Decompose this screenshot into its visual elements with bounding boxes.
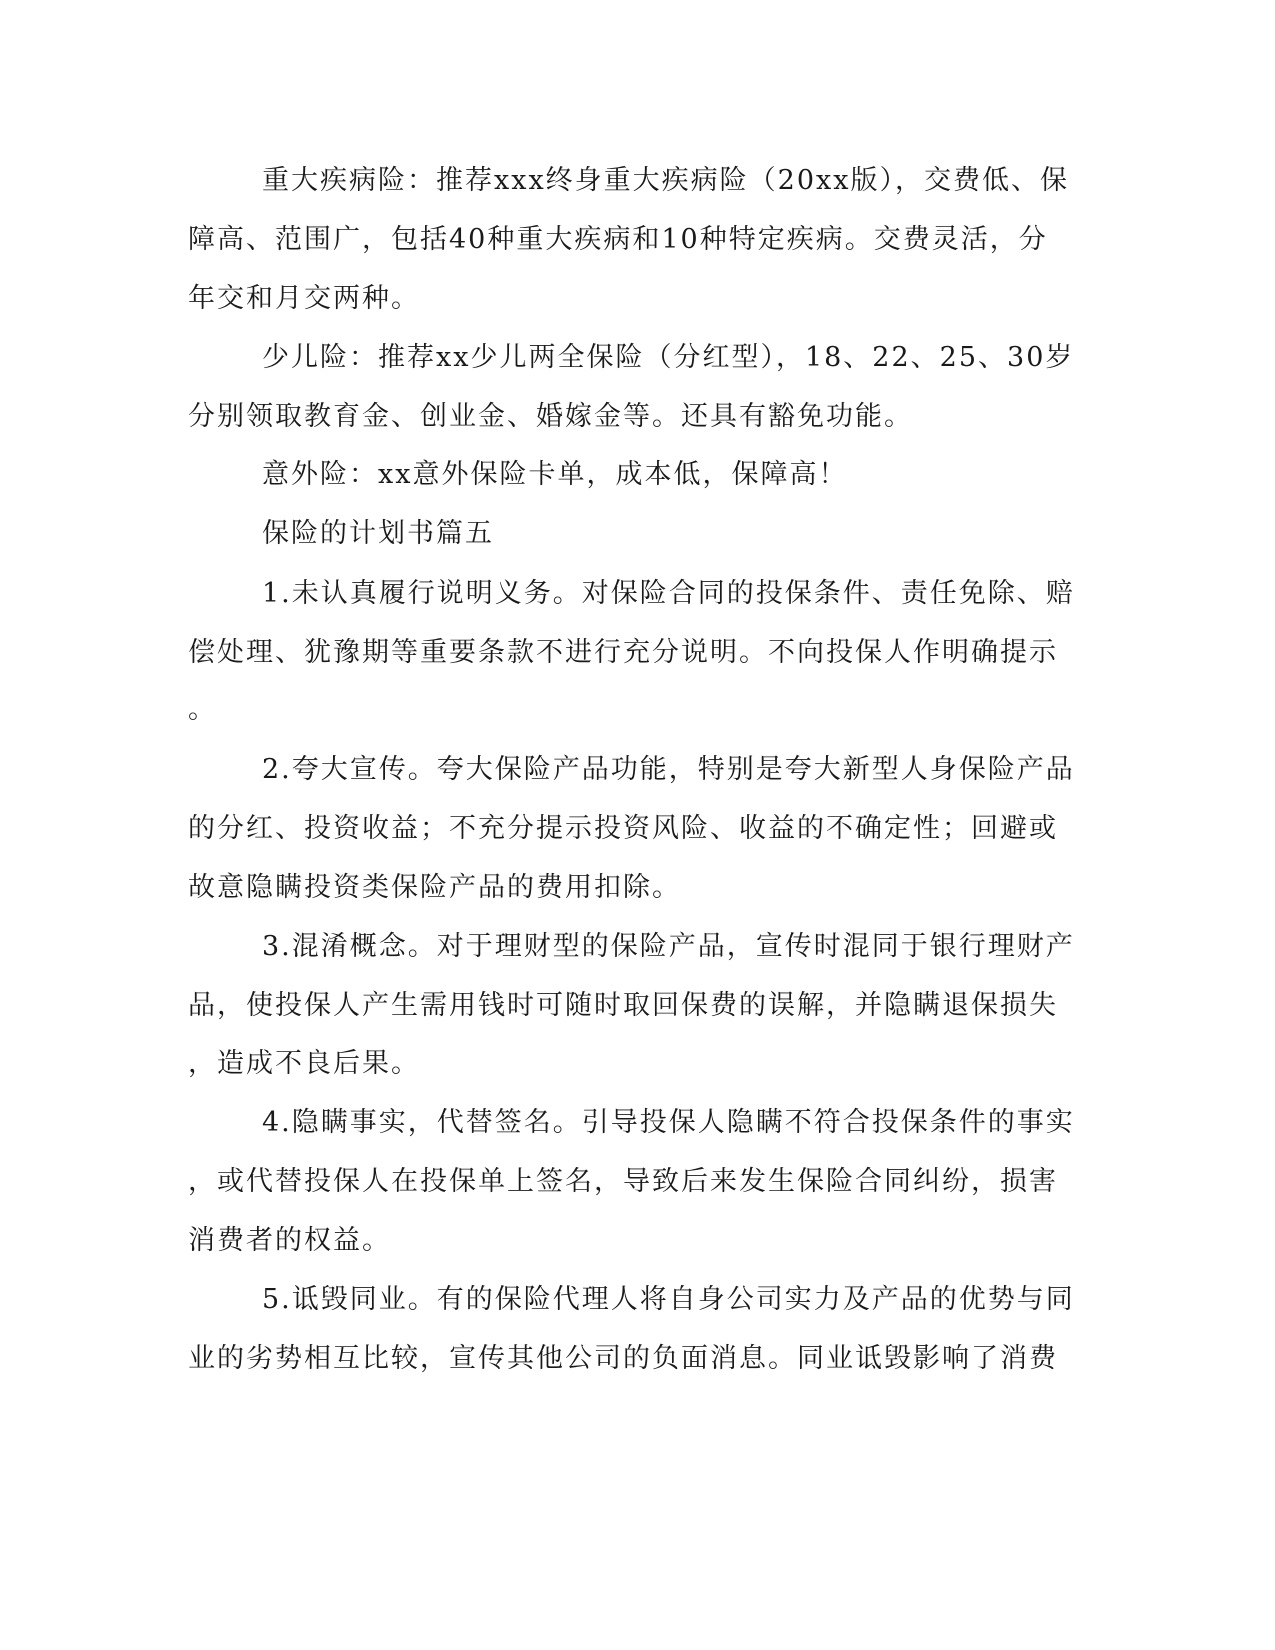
text-line: 故意隐瞒投资类保险产品的费用扣除。 <box>188 872 681 903</box>
text-line: 。 <box>188 694 217 725</box>
text-line: ，造成不良后果。 <box>188 1048 420 1079</box>
text-line: 的分红、投资收益；不充分提示投资风险、收益的不确定性；回避或 <box>188 813 1058 844</box>
text-line: ，或代替投保人在投保单上签名，导致后来发生保险合同纠纷，损害 <box>188 1166 1058 1197</box>
text-line: 4.隐瞒事实，代替签名。引导投保人隐瞒不符合投保条件的事实 <box>262 1107 1075 1138</box>
text-line: 5.诋毁同业。有的保险代理人将自身公司实力及产品的优势与同 <box>262 1284 1075 1315</box>
text-line: 年交和月交两种。 <box>188 283 420 314</box>
section-heading: 保险的计划书篇五 <box>262 518 494 549</box>
text-line: 消费者的权益。 <box>188 1225 391 1256</box>
text-line: 障高、范围广，包括40种重大疾病和10种特定疾病。交费灵活，分 <box>188 224 1048 255</box>
text-line: 品，使投保人产生需用钱时可随时取回保费的误解，并隐瞒退保损失 <box>188 990 1058 1021</box>
text-line: 1.未认真履行说明义务。对保险合同的投保条件、责任免除、赔 <box>262 578 1075 609</box>
text-line: 重大疾病险：推荐xxx终身重大疾病险（20xx版），交费低、保 <box>262 165 1069 196</box>
text-line: 2.夸大宣传。夸大保险产品功能，特别是夸大新型人身保险产品 <box>262 754 1075 785</box>
text-line: 3.混淆概念。对于理财型的保险产品，宣传时混同于银行理财产 <box>262 931 1075 962</box>
text-line: 偿处理、犹豫期等重要条款不进行充分说明。不向投保人作明确提示 <box>188 637 1058 668</box>
text-line: 分别领取教育金、创业金、婚嫁金等。还具有豁免功能。 <box>188 401 913 432</box>
text-line: 意外险：xx意外保险卡单，成本低，保障高！ <box>262 459 848 490</box>
text-line: 少儿险：推荐xx少儿两全保险（分红型），18、22、25、30岁 <box>262 342 1075 373</box>
text-line: 业的劣势相互比较，宣传其他公司的负面消息。同业诋毁影响了消费 <box>188 1343 1058 1374</box>
